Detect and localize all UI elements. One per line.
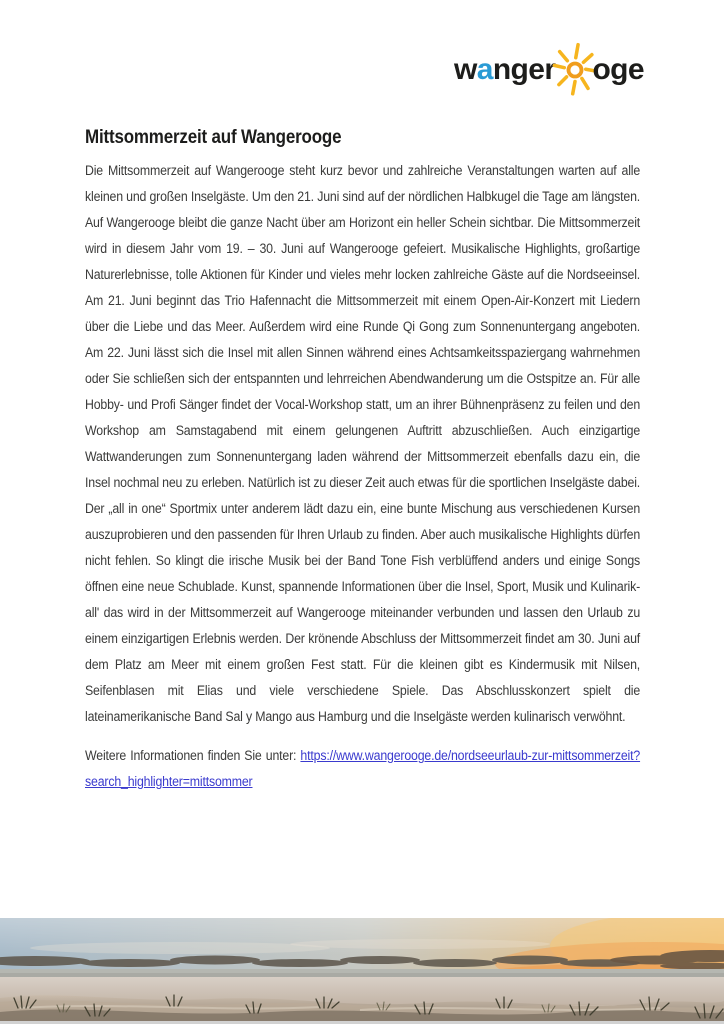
- logo-text-w: w: [453, 53, 477, 86]
- logo-text-a-blue: a: [476, 53, 493, 86]
- more-info-paragraph: [85, 743, 640, 795]
- article-column: [85, 126, 640, 795]
- page-title: Mittsommerzeit auf Wangerooge: [85, 126, 342, 148]
- more-info-label: Weitere Informationen finden Sie unter:: [85, 748, 301, 764]
- logo-text-nger: nger: [492, 53, 556, 86]
- beach-photo: [0, 918, 724, 1024]
- article-body: Die Mittsommerzeit auf Wangerooge steht kurz bevor und zahlreiche Veranstaltungen warten auf alle kleinen und großen Inselgäste. Um den 21. Juni sind auf der nördlichen Halbkugel die Tage am längsten. Auf Wangerooge bleibt die ganze Nacht über am Horizont ein heller Schein sichtbar. Die Mittsommerzeit wird in diesem Jahr vom 19. – 30. Juni auf Wangerooge gefeiert. Musikalische Highlights, großartige Naturerlebnisse, tolle Aktionen für Kinder und vieles mehr locken zahlreiche Gäste auf die Nordseeinsel. Am 21. Juni beginnt das Trio Hafennacht die Mittsommerzeit mit einem Open-Air-Konzert mit Liedern über die Liebe und das Meer. Außerdem wird eine Runde Qi Gong zum Sonnenuntergang angeboten. Am 22. Juni lässt sich die Insel mit allen Sinnen während eines Achtsamkeitsspaziergang wahrnehmen oder Sie schließen sich der entspannten und lehrreichen Abendwanderung um die Ostspitze an. Für alle Hobby- und Profi Sänger findet der Vocal-Workshop statt, um an ihrer Bühnenpräsenz zu feilen und den Workshop am Samstagabend mit einem gelungenen Auftritt abzuschließen. Auch einzigartige Wattwanderungen zum Sonnenuntergang laden während der Mittsommerzeit ebenfalls dazu ein, die Insel nochmal neu zu erleben. Natürlich ist zu dieser Zeit auch etwas für die sportlichen Inselgäste dabei. Der „all in one“ Sportmix unter anderem lädt dazu ein, eine bunte Mischung aus verschiedenen Kursen auszuprobieren und den passenden für Ihren Urlaub zu finden. Aber auch musikalische Highlights dürfen nicht fehlen. So klingt die irische Musik bei der Band Tone Fish verblüffend anders und einige Songs öffnen eine neue Schublade. Kunst, spannende Informationen über die Insel, Sport, Musik und Kulinarik- all' das wird in der Mittsommerzeit auf Wangerooge miteinander verbunden und lassen den Urlaub zu einem einzigartigen Erlebnis werden. Der krönende Abschluss der Mittsommerzeit findet am 30. Juni auf dem Platz am Meer mit einem großen Fest statt. Für die kleinen gibt es Kindermusik mit Nilsen, Seifenblasen mit Elias und viele verschiedene Spiele. Das Abschlusskonzert spielt die lateinamerikanische Band Sal y Mango aus Hamburg und die Inselgäste werden kulinarisch verwöhnt.: [85, 163, 641, 725]
- beach-photo-illustration: [0, 918, 724, 1024]
- wangerooge-logo: [454, 34, 644, 106]
- info-link[interactable]: https://www.wangerooge.de/nordseeurlaub-zur-mittsommerzeit?search_highlighter=mittsommer: [85, 748, 641, 790]
- logo-text-oge: oge: [592, 53, 644, 86]
